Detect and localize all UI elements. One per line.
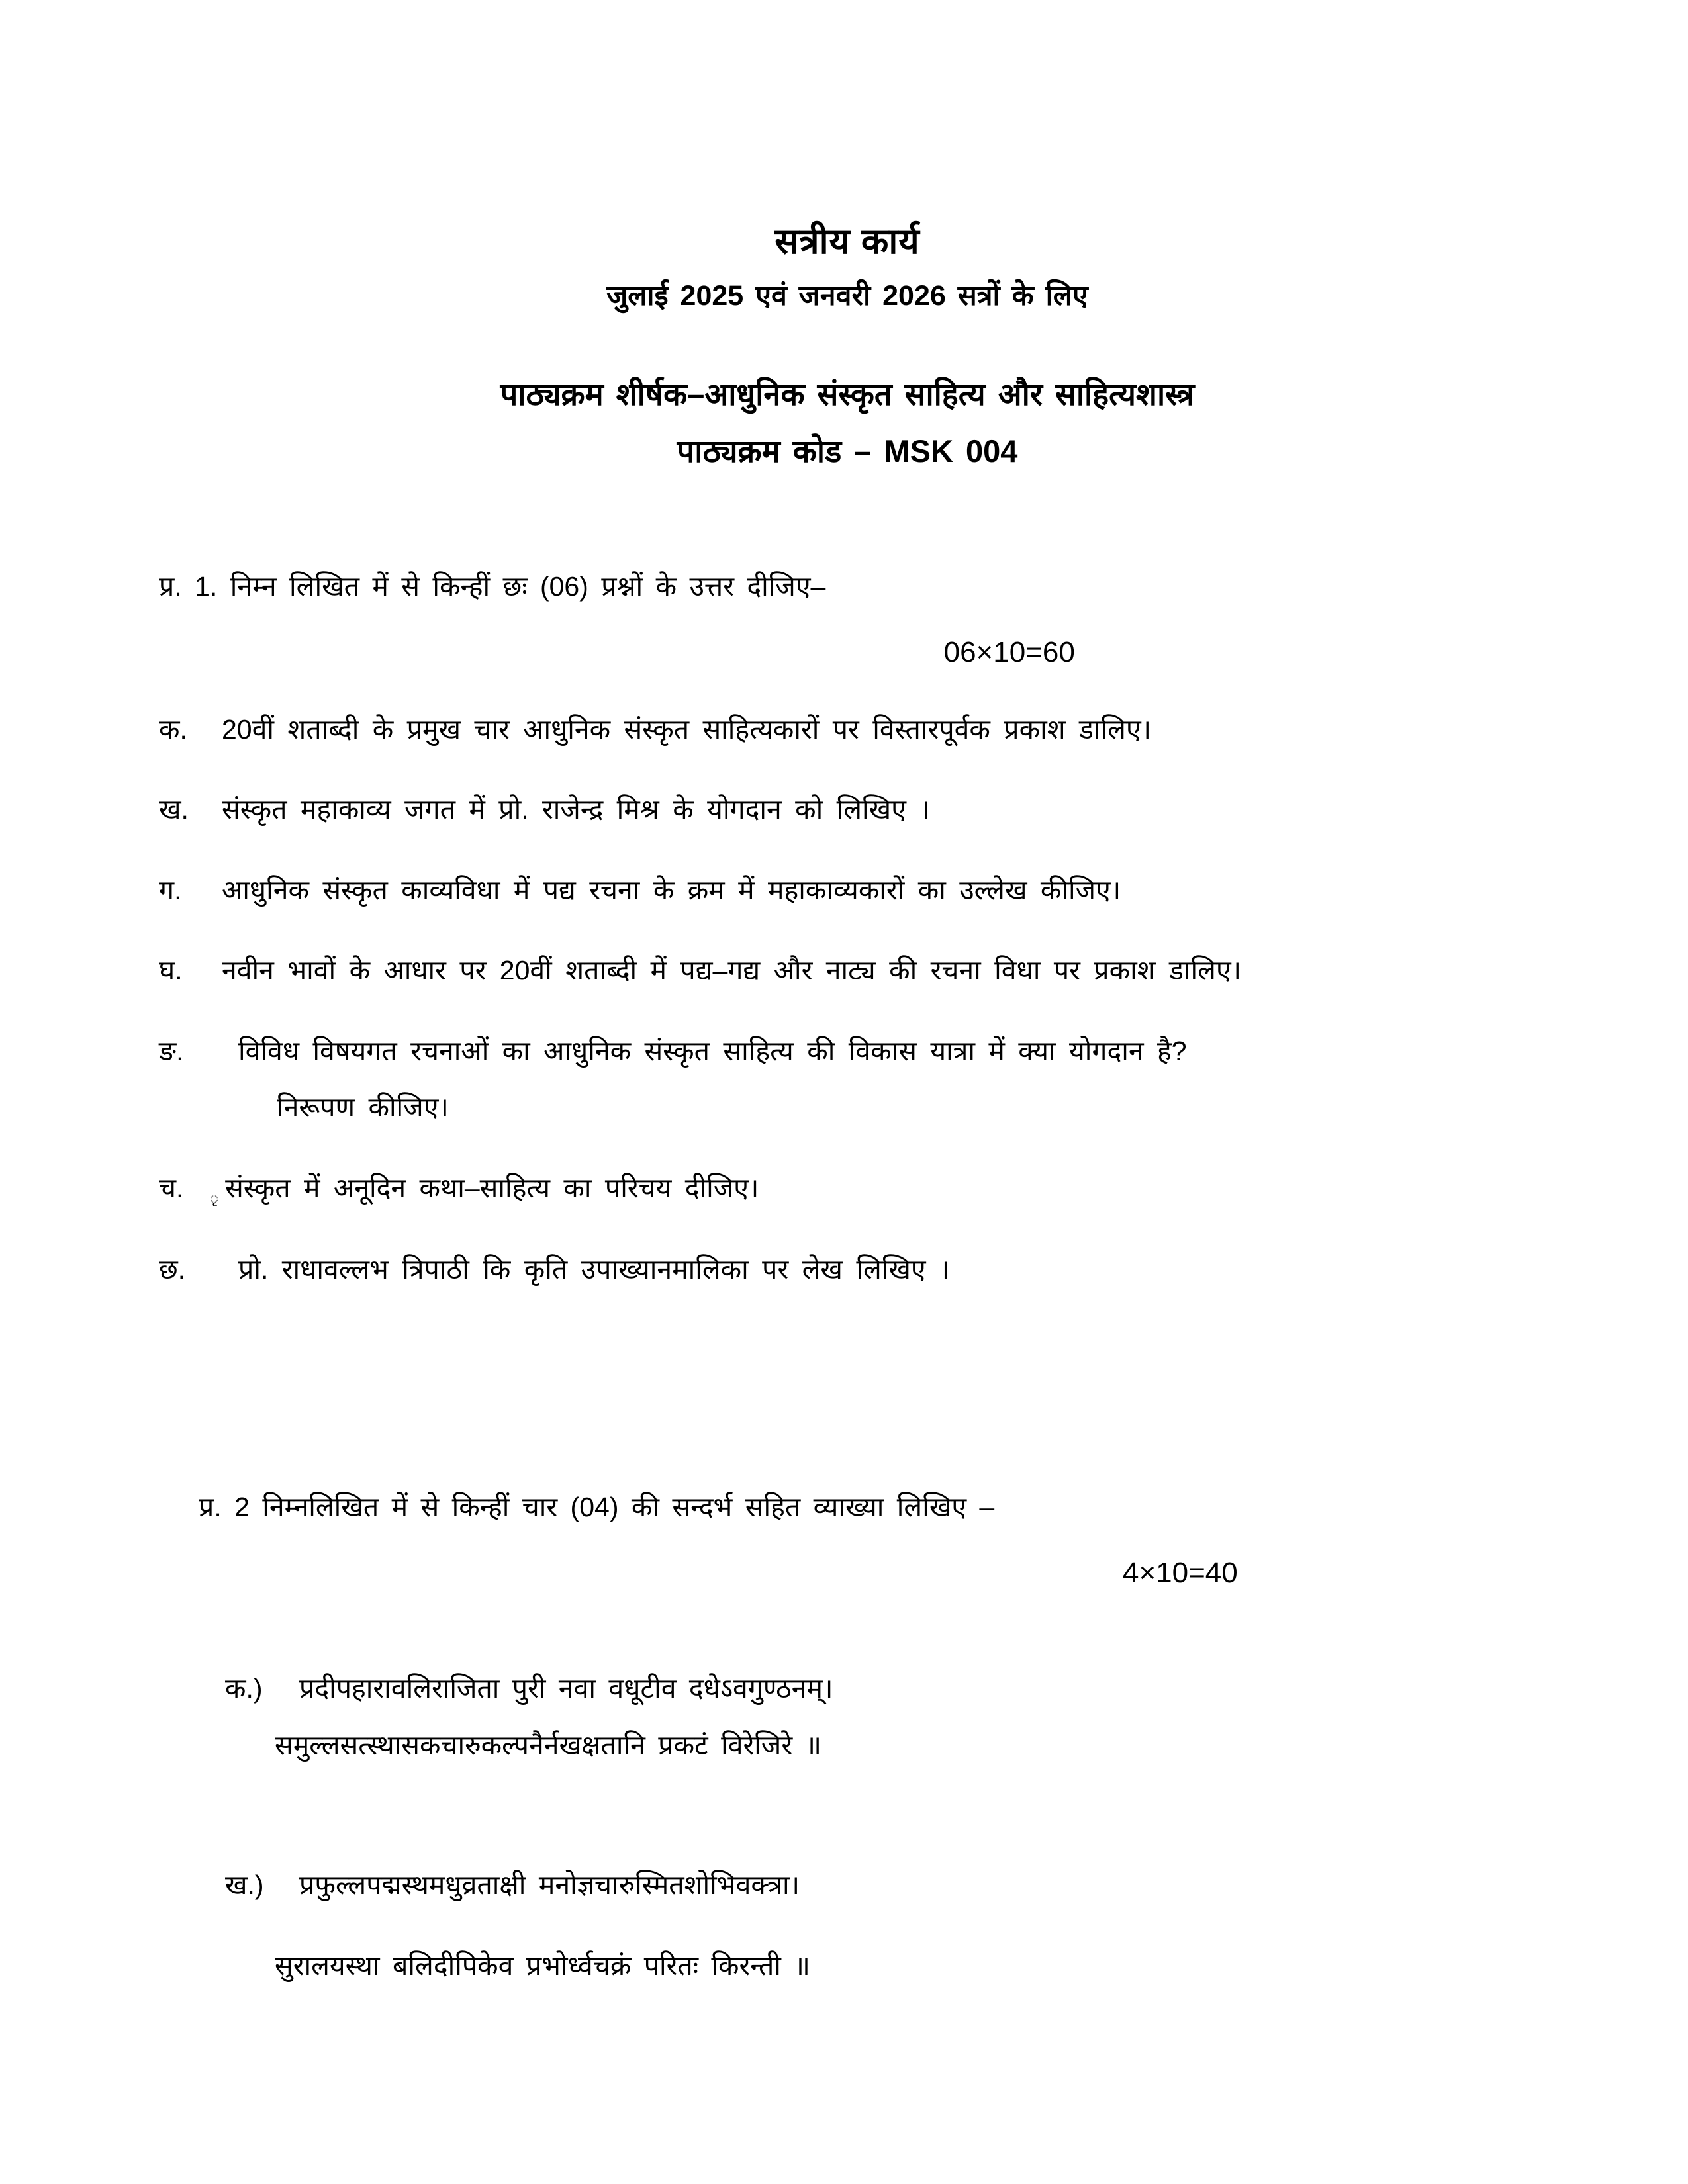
item-text-continued: निरूपण कीजिए। — [277, 1092, 449, 1123]
item-text: नवीन भावों के आधार पर 20वीं शताब्दी में पद्य–गद्य और नाट्य की रचना विधा पर प्रकाश डालिए। — [222, 955, 1242, 986]
course-title: पाठ्यक्रम शीर्षक–आधुनिक संस्कृत साहित्य और साहित्यशास्त्र — [500, 377, 1195, 412]
item-text: 20वीं शताब्दी के प्रमुख चार आधुनिक संस्कृत साहित्यकारों पर विस्तारपूर्वक प्रकाश डालिए। — [222, 714, 1152, 745]
item-text: प्रो. राधावल्लभ त्रिपाठी कि कृति उपाख्यानमालिका पर लेख लिखिए । — [238, 1253, 950, 1285]
course-code: पाठ्यक्रम कोड – MSK 004 — [677, 433, 1018, 469]
question-1-list — [159, 710, 1536, 1289]
item-label: ख. — [159, 794, 189, 825]
question-1-marks: 06×10=60 — [943, 636, 1075, 668]
item-text: विविध विषयगत रचनाओं का आधुनिक संस्कृत साहित्य की विकास यात्रा में क्या योगदान है? — [238, 1035, 1187, 1066]
verse-line-2: समुल्लसत्स्थासकचारुकल्पनैर्नखक्षतानि प्रकटं विरेजिरे ॥ — [275, 1730, 822, 1761]
item-text: आधुनिक संस्कृत काव्यविधा में पद्य रचना के क्रम में महाकाव्यकारों का उल्लेख कीजिए। — [222, 874, 1121, 905]
stray-diacritic: ृ — [210, 1189, 219, 1206]
item-label: क. — [159, 714, 187, 745]
question-1-item-kha — [159, 790, 1536, 829]
verse-line-2: सुरालयस्था बलिदीपिकेव प्रभोर्ध्वचक्रं परितः किरन्ती ॥ — [275, 1950, 810, 1981]
question-2-item-ka — [225, 1669, 1536, 1763]
item-label: ख.) — [225, 1870, 264, 1901]
question-1-section — [159, 567, 1536, 1289]
question-1-item-gha — [159, 951, 1536, 990]
verse-line-1: प्रफुल्लपद्मस्थमधुव्रताक्षी मनोज्ञचारुस्मितशोभिवक्त्रा। — [299, 1870, 800, 1901]
question-1-heading: प्र. 1. निम्न लिखित में से किन्हीं छः (06) प्रश्नों के उत्तर दीजिए– — [159, 571, 826, 602]
question-1-item-cha — [159, 1169, 1536, 1209]
question-1-item-chha — [159, 1250, 1536, 1289]
question-1-item-nga — [159, 1032, 1536, 1128]
session-subtitle: जुलाई 2025 एवं जनवरी 2026 सत्रों के लिए — [606, 280, 1088, 312]
question-2-heading: प्र. 2 निम्नलिखित में से किन्हीं चार (04) की सन्दर्भ सहित व्याख्या लिखिए – — [199, 1492, 995, 1523]
verse-line-1: प्रदीपहारावलिराजिता पुरी नवा वधूटीव दधेऽवगुण्ठनम्। — [299, 1673, 833, 1704]
item-text: संस्कृत में अनूदिन कथा–साहित्य का परिचय दीजिए। — [225, 1172, 759, 1203]
page-title: सत्रीय कार्य — [774, 222, 920, 261]
item-label: ङ. — [159, 1035, 184, 1066]
item-text: संस्कृत महाकाव्य जगत में प्रो. राजेन्द्र मिश्र के योगदान को लिखिए । — [222, 794, 930, 825]
question-2-item-kha — [225, 1866, 1536, 1983]
item-label: ग. — [159, 874, 182, 905]
item-label: क.) — [225, 1673, 263, 1704]
document-header — [159, 215, 1536, 471]
question-1-item-ka — [159, 710, 1536, 749]
question-2-marks: 4×10=40 — [1123, 1557, 1238, 1590]
item-label: घ. — [159, 955, 183, 986]
question-2-section — [159, 1488, 1536, 1983]
item-label: च. — [159, 1172, 184, 1203]
question-1-item-ga — [159, 871, 1536, 910]
item-label: छ. — [159, 1253, 186, 1285]
